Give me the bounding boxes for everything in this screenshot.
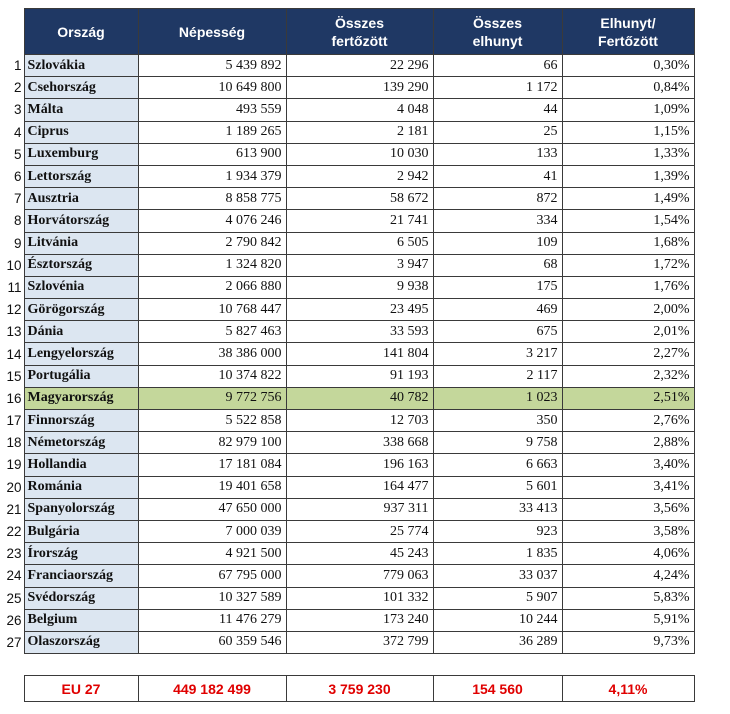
country-cell: Görögország: [24, 299, 138, 321]
country-cell: Ausztria: [24, 188, 138, 210]
dead-cell: 469: [433, 299, 562, 321]
dead-cell: 350: [433, 410, 562, 432]
table-row: [0, 254, 694, 276]
population-cell: 1 324 820: [138, 254, 286, 276]
country-cell: Olaszország: [24, 631, 138, 653]
infected-cell: 164 477: [286, 476, 433, 498]
table-row: [0, 299, 694, 321]
row-index: 15: [0, 365, 24, 387]
ratio-cell: 1,15%: [562, 121, 694, 143]
ratio-cell: 2,01%: [562, 321, 694, 343]
table-row: [0, 365, 694, 387]
total-table: [0, 675, 695, 702]
ratio-cell: 0,30%: [562, 55, 694, 77]
country-cell: Málta: [24, 99, 138, 121]
population-cell: 5 439 892: [138, 55, 286, 77]
population-cell: 10 374 822: [138, 365, 286, 387]
ratio-cell: 1,49%: [562, 188, 694, 210]
infected-cell: 23 495: [286, 299, 433, 321]
table-row: [0, 520, 694, 542]
ratio-cell: 3,41%: [562, 476, 694, 498]
population-cell: 38 386 000: [138, 343, 286, 365]
infected-cell: 22 296: [286, 55, 433, 77]
population-cell: 493 559: [138, 99, 286, 121]
ratio-cell: 2,27%: [562, 343, 694, 365]
country-cell: Hollandia: [24, 454, 138, 476]
ratio-cell: 2,76%: [562, 410, 694, 432]
row-index: 2: [0, 77, 24, 99]
infected-cell: 372 799: [286, 631, 433, 653]
table-row: [0, 165, 694, 187]
infected-cell: 21 741: [286, 210, 433, 232]
country-cell: Bulgária: [24, 520, 138, 542]
ratio-cell: 3,58%: [562, 520, 694, 542]
population-cell: 7 000 039: [138, 520, 286, 542]
row-index: 14: [0, 343, 24, 365]
total-row: [0, 676, 694, 702]
infected-cell: 9 938: [286, 276, 433, 298]
dead-cell: 2 117: [433, 365, 562, 387]
ratio-cell: 2,88%: [562, 432, 694, 454]
ratio-cell: 4,06%: [562, 543, 694, 565]
population-cell: 1 934 379: [138, 165, 286, 187]
infected-cell: 101 332: [286, 587, 433, 609]
table-row: [0, 343, 694, 365]
population-cell: 47 650 000: [138, 498, 286, 520]
table-row: [0, 143, 694, 165]
country-cell: Horvátország: [24, 210, 138, 232]
row-index: 3: [0, 99, 24, 121]
country-cell: Lettország: [24, 165, 138, 187]
row-index: 27: [0, 631, 24, 653]
country-cell: Portugália: [24, 365, 138, 387]
dead-cell: 41: [433, 165, 562, 187]
dead-cell: 5 907: [433, 587, 562, 609]
population-cell: 2 066 880: [138, 276, 286, 298]
table-row: [0, 77, 694, 99]
dead-cell: 175: [433, 276, 562, 298]
row-index: 24: [0, 565, 24, 587]
population-cell: 4 921 500: [138, 543, 286, 565]
dead-cell: 44: [433, 99, 562, 121]
table-row: [0, 188, 694, 210]
population-cell: 2 790 842: [138, 232, 286, 254]
population-cell: 4 076 246: [138, 210, 286, 232]
population-header: Népesség: [138, 9, 286, 55]
total-dead: 154 560: [433, 676, 562, 702]
row-index: 7: [0, 188, 24, 210]
ratio-cell: 2,51%: [562, 387, 694, 409]
infected-cell: 10 030: [286, 143, 433, 165]
country-cell: Svédország: [24, 587, 138, 609]
row-index: 6: [0, 165, 24, 187]
row-index: 4: [0, 121, 24, 143]
table-row: [0, 498, 694, 520]
dead-cell: 334: [433, 210, 562, 232]
total-infected: 3 759 230: [286, 676, 433, 702]
table-row: [0, 232, 694, 254]
table-row: [0, 543, 694, 565]
dead-cell: 133: [433, 143, 562, 165]
row-index: 22: [0, 520, 24, 542]
header-row: [0, 9, 694, 55]
infected-cell: 91 193: [286, 365, 433, 387]
table-row: [0, 276, 694, 298]
country-cell: Lengyelország: [24, 343, 138, 365]
ratio-cell: 5,91%: [562, 609, 694, 631]
infected-cell: 141 804: [286, 343, 433, 365]
table-row: [0, 121, 694, 143]
row-index: 19: [0, 454, 24, 476]
country-cell: Luxemburg: [24, 143, 138, 165]
infected-cell: 45 243: [286, 543, 433, 565]
dead-header: Összes elhunyt: [433, 9, 562, 55]
index-header: [0, 9, 24, 55]
row-index: 23: [0, 543, 24, 565]
dead-cell: 36 289: [433, 631, 562, 653]
table-row: [0, 210, 694, 232]
covid-table: [0, 8, 695, 654]
row-index: 13: [0, 321, 24, 343]
dead-cell: 1 172: [433, 77, 562, 99]
row-index: 25: [0, 587, 24, 609]
total-population: 449 182 499: [138, 676, 286, 702]
infected-cell: 937 311: [286, 498, 433, 520]
ratio-cell: 0,84%: [562, 77, 694, 99]
population-cell: 11 476 279: [138, 609, 286, 631]
population-cell: 67 795 000: [138, 565, 286, 587]
table-row: [0, 587, 694, 609]
ratio-cell: 1,39%: [562, 165, 694, 187]
ratio-header: Elhunyt/ Fertőzött: [562, 9, 694, 55]
ratio-cell: 3,56%: [562, 498, 694, 520]
row-index: 9: [0, 232, 24, 254]
country-cell: Ciprus: [24, 121, 138, 143]
ratio-cell: 3,40%: [562, 454, 694, 476]
country-header: Ország: [24, 9, 138, 55]
ratio-cell: 1,68%: [562, 232, 694, 254]
table-row: [0, 55, 694, 77]
dead-cell: 3 217: [433, 343, 562, 365]
population-cell: 1 189 265: [138, 121, 286, 143]
dead-cell: 68: [433, 254, 562, 276]
row-index: 20: [0, 476, 24, 498]
table-row: [0, 454, 694, 476]
row-index: 10: [0, 254, 24, 276]
population-cell: 17 181 084: [138, 454, 286, 476]
infected-cell: 2 942: [286, 165, 433, 187]
table-row: [0, 387, 694, 409]
row-index: 1: [0, 55, 24, 77]
population-cell: 10 649 800: [138, 77, 286, 99]
infected-cell: 33 593: [286, 321, 433, 343]
row-index: 8: [0, 210, 24, 232]
country-cell: Finnország: [24, 410, 138, 432]
ratio-cell: 2,32%: [562, 365, 694, 387]
infected-cell: 40 782: [286, 387, 433, 409]
infected-cell: 58 672: [286, 188, 433, 210]
infected-cell: 4 048: [286, 99, 433, 121]
population-cell: 60 359 546: [138, 631, 286, 653]
table-body: [0, 55, 694, 654]
dead-cell: 33 413: [433, 498, 562, 520]
infected-cell: 25 774: [286, 520, 433, 542]
infected-cell: 196 163: [286, 454, 433, 476]
dead-cell: 25: [433, 121, 562, 143]
country-cell: Franciaország: [24, 565, 138, 587]
population-cell: 10 768 447: [138, 299, 286, 321]
total-index: [0, 676, 24, 702]
infected-cell: 3 947: [286, 254, 433, 276]
table-row: [0, 565, 694, 587]
population-cell: 19 401 658: [138, 476, 286, 498]
country-cell: Szlovénia: [24, 276, 138, 298]
dead-cell: 1 835: [433, 543, 562, 565]
population-cell: 5 522 858: [138, 410, 286, 432]
country-cell: Németország: [24, 432, 138, 454]
infected-cell: 12 703: [286, 410, 433, 432]
dead-cell: 109: [433, 232, 562, 254]
dead-cell: 66: [433, 55, 562, 77]
country-cell: Spanyolország: [24, 498, 138, 520]
row-index: 17: [0, 410, 24, 432]
infected-cell: 2 181: [286, 121, 433, 143]
country-cell: Románia: [24, 476, 138, 498]
population-cell: 10 327 589: [138, 587, 286, 609]
infected-cell: 139 290: [286, 77, 433, 99]
total-ratio: 4,11%: [562, 676, 694, 702]
row-index: 26: [0, 609, 24, 631]
dead-cell: 10 244: [433, 609, 562, 631]
country-cell: Magyarország: [24, 387, 138, 409]
table-row: [0, 476, 694, 498]
country-cell: Csehország: [24, 77, 138, 99]
population-cell: 9 772 756: [138, 387, 286, 409]
country-cell: Litvánia: [24, 232, 138, 254]
row-index: 5: [0, 143, 24, 165]
ratio-cell: 5,83%: [562, 587, 694, 609]
ratio-cell: 2,00%: [562, 299, 694, 321]
population-cell: 8 858 775: [138, 188, 286, 210]
country-cell: Dánia: [24, 321, 138, 343]
country-cell: Belgium: [24, 609, 138, 631]
dead-cell: 923: [433, 520, 562, 542]
population-cell: 613 900: [138, 143, 286, 165]
table-row: [0, 410, 694, 432]
infected-cell: 779 063: [286, 565, 433, 587]
dead-cell: 1 023: [433, 387, 562, 409]
ratio-cell: 1,09%: [562, 99, 694, 121]
country-cell: Szlovákia: [24, 55, 138, 77]
row-index: 21: [0, 498, 24, 520]
infected-cell: 6 505: [286, 232, 433, 254]
dead-cell: 33 037: [433, 565, 562, 587]
dead-cell: 6 663: [433, 454, 562, 476]
dead-cell: 5 601: [433, 476, 562, 498]
dead-cell: 9 758: [433, 432, 562, 454]
ratio-cell: 4,24%: [562, 565, 694, 587]
ratio-cell: 1,72%: [562, 254, 694, 276]
table-row: [0, 432, 694, 454]
row-index: 16: [0, 387, 24, 409]
infected-header: Összes fertőzött: [286, 9, 433, 55]
total-country: EU 27: [24, 676, 138, 702]
population-cell: 5 827 463: [138, 321, 286, 343]
dead-cell: 675: [433, 321, 562, 343]
dead-cell: 872: [433, 188, 562, 210]
table-row: [0, 99, 694, 121]
ratio-cell: 1,54%: [562, 210, 694, 232]
ratio-cell: 1,76%: [562, 276, 694, 298]
ratio-cell: 1,33%: [562, 143, 694, 165]
ratio-cell: 9,73%: [562, 631, 694, 653]
table-row: [0, 631, 694, 653]
row-index: 18: [0, 432, 24, 454]
row-index: 12: [0, 299, 24, 321]
table-row: [0, 321, 694, 343]
country-cell: Észtország: [24, 254, 138, 276]
row-index: 11: [0, 276, 24, 298]
table-row: [0, 609, 694, 631]
country-cell: Írország: [24, 543, 138, 565]
infected-cell: 173 240: [286, 609, 433, 631]
infected-cell: 338 668: [286, 432, 433, 454]
population-cell: 82 979 100: [138, 432, 286, 454]
